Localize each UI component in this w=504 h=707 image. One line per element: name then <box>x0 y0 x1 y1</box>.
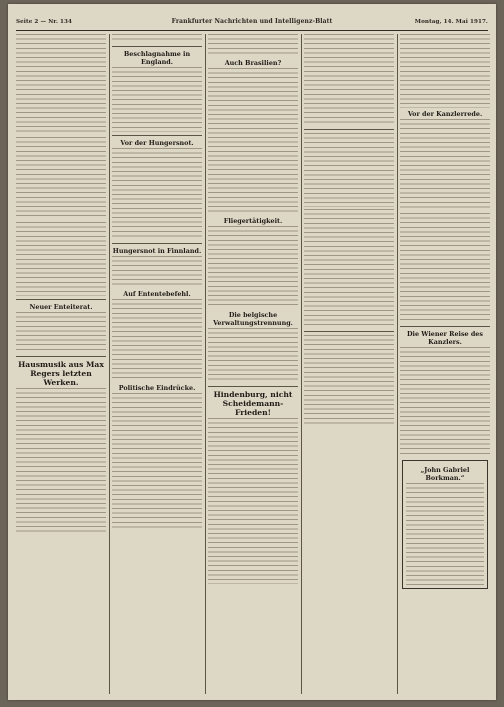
body-text-block <box>208 418 298 584</box>
section-rule <box>112 135 202 136</box>
body-text-block <box>16 222 106 296</box>
body-text-block <box>400 347 490 457</box>
article-headline: Neuer Enteiterat. <box>29 302 93 311</box>
body-text-block <box>208 68 298 215</box>
column-2 <box>112 34 202 533</box>
article-headline: Hindenburg, nicht Scheidemann-Frieden! <box>213 390 293 418</box>
body-text-block <box>112 67 202 131</box>
body-text-block <box>400 213 490 323</box>
issue-date: Montag, 14. Mai 1917. <box>414 19 488 25</box>
column-rule <box>205 34 206 694</box>
body-text-block <box>304 34 394 126</box>
notice-headline: „John Gabriel Borkman.“ <box>420 466 470 483</box>
page-label: Seite 2 — Nr. 134 <box>16 19 73 25</box>
column-rule <box>301 34 302 694</box>
article-headline: Beschlagnahme in England. <box>123 50 191 67</box>
column-4 <box>304 34 394 429</box>
body-text-block <box>400 119 490 211</box>
article-headline: Fliegertätigkeit. <box>223 217 283 226</box>
article-headline: Hungersnot in Finnland. <box>112 246 202 255</box>
article-headline: Vor der Kanzlerrede. <box>407 109 483 118</box>
article-headline: Die Wiener Reise des Kanzlers. <box>407 329 483 346</box>
article-headline: Auf Ententebefehl. <box>123 289 191 298</box>
column-rule <box>109 34 110 694</box>
column-1 <box>16 34 106 537</box>
body-text-block <box>304 335 394 427</box>
masthead: Frankfurter Nachrichten und Intelligenz-Blatt <box>171 18 333 25</box>
body-text-block <box>16 388 106 535</box>
body-text-block <box>208 34 298 57</box>
body-text-block <box>304 133 394 207</box>
article-headline: Hausmusik aus Max Regers letzten Werken. <box>18 359 104 387</box>
body-text-block <box>16 34 106 135</box>
running-head <box>16 18 488 31</box>
section-rule <box>112 46 202 47</box>
section-rule <box>16 356 106 357</box>
section-rule <box>112 243 202 244</box>
body-text-block <box>16 137 106 220</box>
notice-text <box>406 483 484 584</box>
section-rule <box>304 331 394 332</box>
section-rule <box>304 129 394 130</box>
column-5 <box>400 34 490 592</box>
body-text-block <box>112 299 202 382</box>
body-text-block <box>16 312 106 353</box>
body-text-block <box>112 148 202 240</box>
column-3 <box>208 34 298 586</box>
body-text-block <box>112 393 202 531</box>
body-text-block <box>304 209 394 329</box>
article-headline: Die belgische Verwaltungstrennung. <box>213 310 293 327</box>
column-rule <box>397 34 398 694</box>
boxed-notice <box>402 460 488 588</box>
body-text-block <box>112 34 202 43</box>
section-rule <box>208 386 298 387</box>
section-rule <box>16 299 106 300</box>
body-text-block <box>208 328 298 383</box>
article-headline: Politische Eindrücke. <box>118 383 196 392</box>
section-rule <box>400 326 490 327</box>
body-text-block <box>112 256 202 288</box>
body-text-block <box>400 34 490 108</box>
article-headline: Vor der Hungersnot. <box>120 138 194 147</box>
article-headline: Auch Brasilien? <box>224 59 282 67</box>
newspaper-page <box>8 4 496 700</box>
body-text-block <box>208 226 298 309</box>
